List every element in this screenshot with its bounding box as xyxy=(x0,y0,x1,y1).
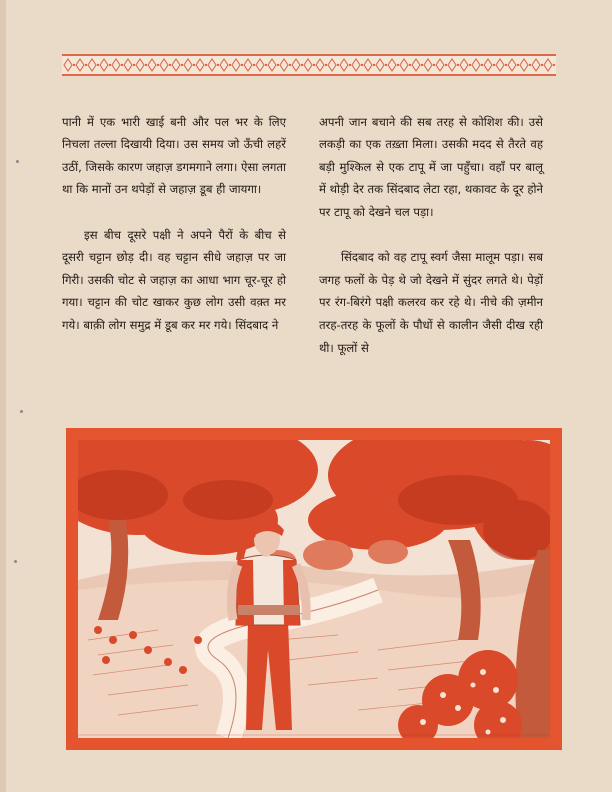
border-diamond xyxy=(112,59,120,71)
border-dot xyxy=(253,64,255,66)
paragraph: पानी में एक भारी खाई बनी और पल भर के लिए निचला तल्ला दिखायी दिया। उस समय जो ऊँची लहरें उठीं, जिसके कारण जहाज़ डगमगाने लगा। ऐसा लगता था कि मानों उन थपेड़ों से जहाज़ डूब ही जायगा। xyxy=(62,114,286,197)
border-diamond xyxy=(160,59,168,71)
paragraph: सिंदबाद को वह टापू स्वर्ग जैसा मालूम पड़ा। सब जगह फलों के पेड़ थे जो देखने में सुंदर लगते थे। पेड़ों पर रंग-बिरंगे पक्षी कलरव कर रहे थे। नीचे की ज़मीन तरह-तरह के फूलों के पौधों से कालीन जैसी दीख रही थी। फूलों से xyxy=(319,250,543,355)
text-column-left xyxy=(62,88,286,359)
border-diamond xyxy=(184,59,192,71)
border-diamond xyxy=(520,59,528,71)
border-dot xyxy=(529,64,531,66)
border-dot xyxy=(313,64,315,66)
border-dot xyxy=(349,64,351,66)
border-diamond xyxy=(340,59,348,71)
border-diamond xyxy=(532,59,540,71)
border-diamond xyxy=(424,59,432,71)
border-dot xyxy=(205,64,207,66)
border-dot xyxy=(133,64,135,66)
border-diamond xyxy=(388,59,396,71)
border-diamond xyxy=(136,59,144,71)
border-dot xyxy=(181,64,183,66)
border-dot xyxy=(325,64,327,66)
border-diamond xyxy=(364,59,372,71)
border-diamond xyxy=(508,59,516,71)
text-column-right xyxy=(319,88,543,382)
border-diamond xyxy=(460,59,468,71)
forest-scene-illustration xyxy=(78,440,550,738)
border-diamond xyxy=(88,59,96,71)
border-diamond xyxy=(544,59,552,71)
border-dot xyxy=(157,64,159,66)
page-edge xyxy=(0,0,6,792)
border-diamond xyxy=(292,59,300,71)
border-dot xyxy=(481,64,483,66)
border-dot xyxy=(109,64,111,66)
print-speck xyxy=(14,560,17,563)
illustration xyxy=(78,440,550,738)
illustration-frame xyxy=(66,428,562,750)
border-dot xyxy=(265,64,267,66)
border-dot xyxy=(397,64,399,66)
border-dot xyxy=(385,64,387,66)
border-dot xyxy=(505,64,507,66)
border-diamond xyxy=(412,59,420,71)
border-dot xyxy=(421,64,423,66)
border-diamond xyxy=(436,59,444,71)
border-dot xyxy=(217,64,219,66)
border-diamond xyxy=(352,59,360,71)
border-diamond xyxy=(244,59,252,71)
border-dot xyxy=(553,64,555,66)
border-dot xyxy=(241,64,243,66)
border-dot xyxy=(277,64,279,66)
border-dot xyxy=(541,64,543,66)
border-dot xyxy=(493,64,495,66)
border-diamond xyxy=(484,59,492,71)
border-diamond xyxy=(268,59,276,71)
border-diamond xyxy=(280,59,288,71)
border-diamond xyxy=(400,59,408,71)
border-dot xyxy=(85,64,87,66)
border-dot xyxy=(469,64,471,66)
border-dot xyxy=(169,64,171,66)
border-dot xyxy=(73,64,75,66)
border-dot xyxy=(433,64,435,66)
border-diamond xyxy=(148,59,156,71)
border-diamond xyxy=(100,59,108,71)
border-diamond xyxy=(448,59,456,71)
border-diamond xyxy=(64,59,72,71)
border-dot xyxy=(301,64,303,66)
border-diamond xyxy=(196,59,204,71)
print-speck xyxy=(16,160,19,163)
border-dot xyxy=(337,64,339,66)
border-dot xyxy=(289,64,291,66)
border-diamond xyxy=(208,59,216,71)
border-dot xyxy=(97,64,99,66)
border-dot xyxy=(229,64,231,66)
border-diamond xyxy=(124,59,132,71)
border-diamond xyxy=(256,59,264,71)
print-speck xyxy=(20,410,23,413)
border-dot xyxy=(457,64,459,66)
border-diamond xyxy=(304,59,312,71)
border-diamond xyxy=(232,59,240,71)
border-dot xyxy=(517,64,519,66)
border-diamond xyxy=(76,59,84,71)
paragraph: अपनी जान बचाने की सब तरह से कोशिश की। उसे लकड़ी का एक तख़्ता मिला। उसकी मदद से तैरते वह बड़ी मुश्किल से एक टापू में जा पहुँचा। वहाँ पर बालू में थोड़ी देर तक सिंदबाद लेटा रहा, थकावट के दूर होने पर टापू को देखने चल पड़ा। xyxy=(319,114,543,219)
border-dot xyxy=(361,64,363,66)
border-dot xyxy=(373,64,375,66)
border-dot xyxy=(121,64,123,66)
border-diamond xyxy=(316,59,324,71)
border-dot xyxy=(193,64,195,66)
decorative-border xyxy=(62,54,556,76)
border-diamond xyxy=(220,59,228,71)
border-diamond xyxy=(472,59,480,71)
border-diamond xyxy=(328,59,336,71)
border-diamond xyxy=(376,59,384,71)
border-dot xyxy=(145,64,147,66)
paragraph: इस बीच दूसरे पक्षी ने अपने पैरों के बीच से दूसरी चट्टान छोड़ दी। वह चट्टान सीधे जहाज़ पर जा गिरी। उसकी चोट से जहाज़ का आधा भाग चूर-चूर हो गया। चट्टान की चोट खाकर कुछ लोग उसी वक़्त मर गये। बाक़ी लोग समुद्र में डूब कर मर गये। सिंदबाद ने xyxy=(62,227,286,332)
border-diamond xyxy=(172,59,180,71)
border-dot xyxy=(445,64,447,66)
border-diamond xyxy=(496,59,504,71)
border-dot xyxy=(409,64,411,66)
